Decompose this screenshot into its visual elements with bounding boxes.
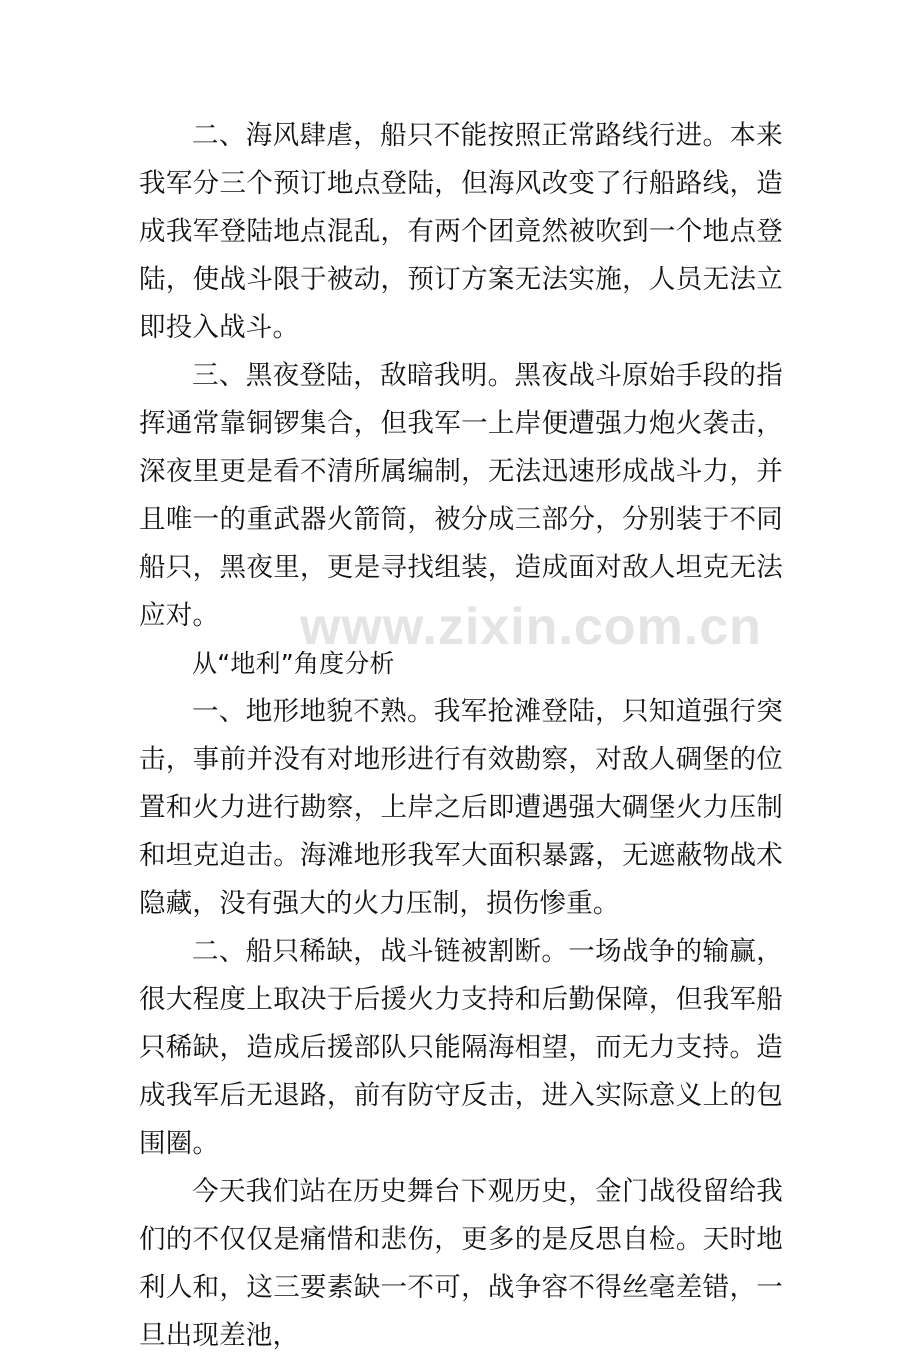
watermark: www.zixin.com.cn [300,598,762,656]
section-heading: 从“地利”角度分析 [192,649,395,678]
paragraph-terrain: 一、地形地貌不熟。我军抢滩登陆，只知道强行突击，事前并没有对地形进行有效勘察，对敌人碉堡的位置和火力进行勘察，上岸之后即遭遇强大碉堡火力压制和坦克迫击。海滩地形我军大面积暴露，无遮蔽物战术隐藏，没有强大的火力压制，损伤惨重。 [139,696,783,919]
paragraph-reflection: 今天我们站在历史舞台下观历史，金门战役留给我们的不仅仅是痛惜和悲伤，更多的是反思自检。天时地利人和，这三要素缺一不可，战争容不得丝毫差错，一旦出现差池， [139,1176,783,1351]
document-body [139,112,783,1360]
paragraph-night-landing: 三、黑夜登陆，敌暗我明。黑夜战斗原始手段的指挥通常靠铜锣集合，但我军一上岸便遭强力炮火袭击，深夜里更是看不清所属编制，无法迅速形成战斗力，并且唯一的重武器火箭筒，被分成三部分，分别装于不同船只，黑夜里，更是寻找组装，造成面对敌人坦克无法应对。 [139,360,783,631]
paragraph-sea-wind: 二、海风肆虐，船只不能按照正常路线行进。本来我军分三个预订地点登陆，但海风改变了行船路线，造成我军登陆地点混乱，有两个团竟然被吹到一个地点登陆，使战斗限于被动，预订方案无法实施，人员无法立即投入战斗。 [139,120,783,343]
paragraph-ships-scarce: 二、船只稀缺，战斗链被割断。一场战争的输赢，很大程度上取决于后援火力支持和后勤保障，但我军船只稀缺，造成后援部队只能隔海相望，而无力支持。造成我军后无退路，前有防守反击，进入实际意义上的包围圈。 [139,936,783,1159]
